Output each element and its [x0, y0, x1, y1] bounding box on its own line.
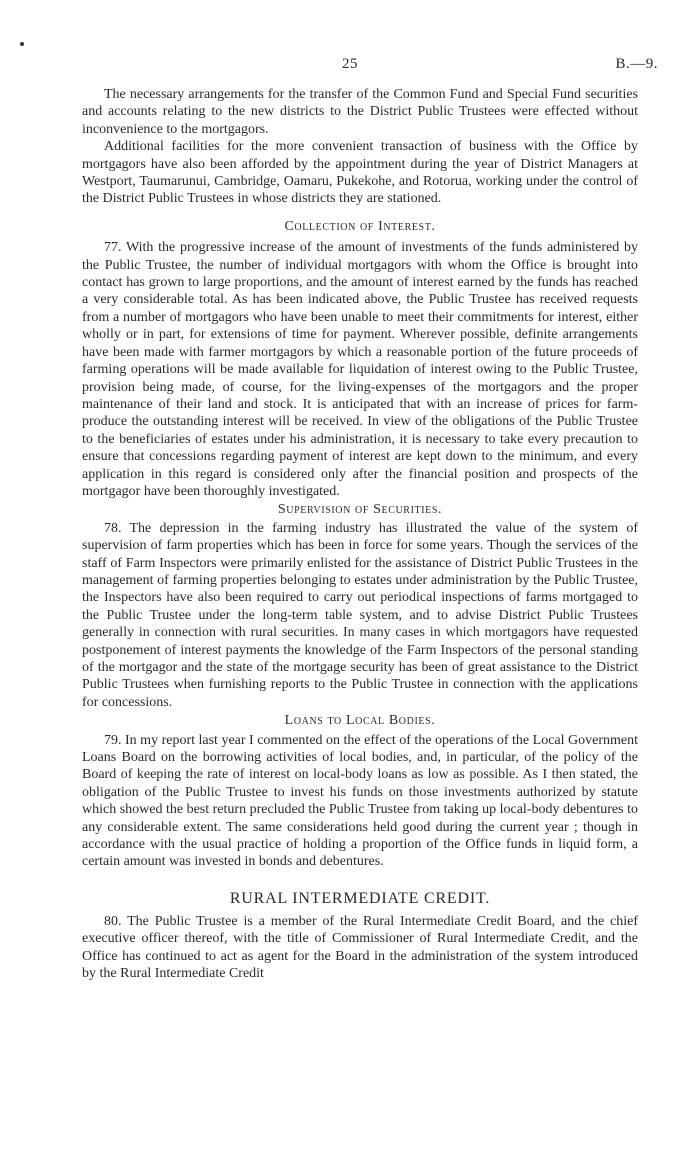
stray-mark [20, 42, 24, 46]
series-reference: B.—9. [615, 56, 658, 72]
section-heading-loans-to-local-bodies: Loans to Local Bodies. [284, 713, 436, 729]
page-header [0, 56, 700, 78]
section-heading-collection-of-interest: Collection of Interest. [284, 218, 436, 234]
section-heading-supervision-of-securities: Supervision of Securities. [277, 502, 443, 518]
paragraph-intro-1: The necessary arrangements for the transfer of the Common Fund and Special Fund securities and accounts relating to the new districts to the District Public Trustees were effected without inconvenience to the mortgagors. [82, 87, 638, 137]
paragraph-79: 79. In my report last year I commented on the effect of the operations of the Local Government Loans Board on the borrowing activities of local bodies, and, in particular, of the policy of the Board of keeping the rate of interest on local-body loans as low as possible. As I then stated, the obligation of the Public Trustee to invest his funds on those investments authorized by statute which showed the best return precluded the Public Trustee from taking up local-body debentures to any considerable extent. The same considerations held good during the current year ; though in accordance with the usual practice of holding a proportion of the Office funds in liquid form, a certain amount was invested in bonds and debentures. [82, 732, 638, 870]
paragraph-80: 80. The Public Trustee is a member of the Rural Intermediate Credit Board, and the chief executive officer thereof, with the title of Commissioner of Rural Intermediate Credit, and the Office has continued to act as agent for the Board in the administration of the system introduced by the Rural Intermediate Credit [82, 913, 638, 982]
page-number: 25 [342, 56, 358, 72]
major-heading-rural-intermediate-credit: RURAL INTERMEDIATE CREDIT. [229, 889, 491, 907]
paragraph-78: 78. The depression in the farming industry has illustrated the value of the system of supervision of farm properties which has been in force for some years. Though the services of the staff of Farm Inspectors were primarily enlisted for the assistance of District Public Trustees in the management of farming properties belonging to estates under administration by the Public Trustee, the Inspectors have also been required to carry out periodical inspections of farms mortgaged to the Public Trustee under the long-term table system, and to advise District Public Trustees generally in connection with rural securities. In many cases in which mortgagors have requested postponement of interest payments the knowledge of the Farm Inspectors of the personal standing of the mortgagor and the state of the mortgage security has been of great assistance to the District Public Trustees when furnishing reports to the Public Trustee in connection with the applications for concessions. [82, 520, 638, 710]
paragraph-intro-2: Additional facilities for the more convenient transaction of business with the Office by mortgagors have also been afforded by the appointment during the year of District Managers at Westport, Taumarunui, Cambridge, Oamaru, Pukekohe, and Rotorua, working under the control of the District Public Trustees in whose districts they are stationed. [82, 139, 638, 207]
body-text [82, 86, 638, 983]
paragraph-77: 77. With the progressive increase of the amount of investments of the funds administered by the Public Trustee, the number of individual mortgagors with whom the Office is brought into contact has grown to large proportions, and the amount of interest earned by the funds has reached a very considerable total. As has been indicated above, the Public Trustee has received requests from a number of mortgagors who have been unable to meet their commitments for interest, either wholly or in part, for extensions of time for payment. Wherever possible, definite arrangements have been made with farmer mortgagors by which a reasonable portion of the future proceeds of farming operations will be made available for liquidation of interest owing to the Public Trustee, provision being made, of course, for the living-expenses of the mortgagors and the proper maintenance of their land and stock. It is anticipated that with an increase of prices for farm-produce the outstanding interest will be received. In view of the obligations of the Public Trustee to the beneficiaries of estates under his administration, it is necessary to take every precaution to ensure that concessions regarding payment of interest are kept down to the minimum, and every application in this regard is considered only after the financial position and prospects of the mortgagor have been thoroughly investigated. [82, 240, 638, 499]
